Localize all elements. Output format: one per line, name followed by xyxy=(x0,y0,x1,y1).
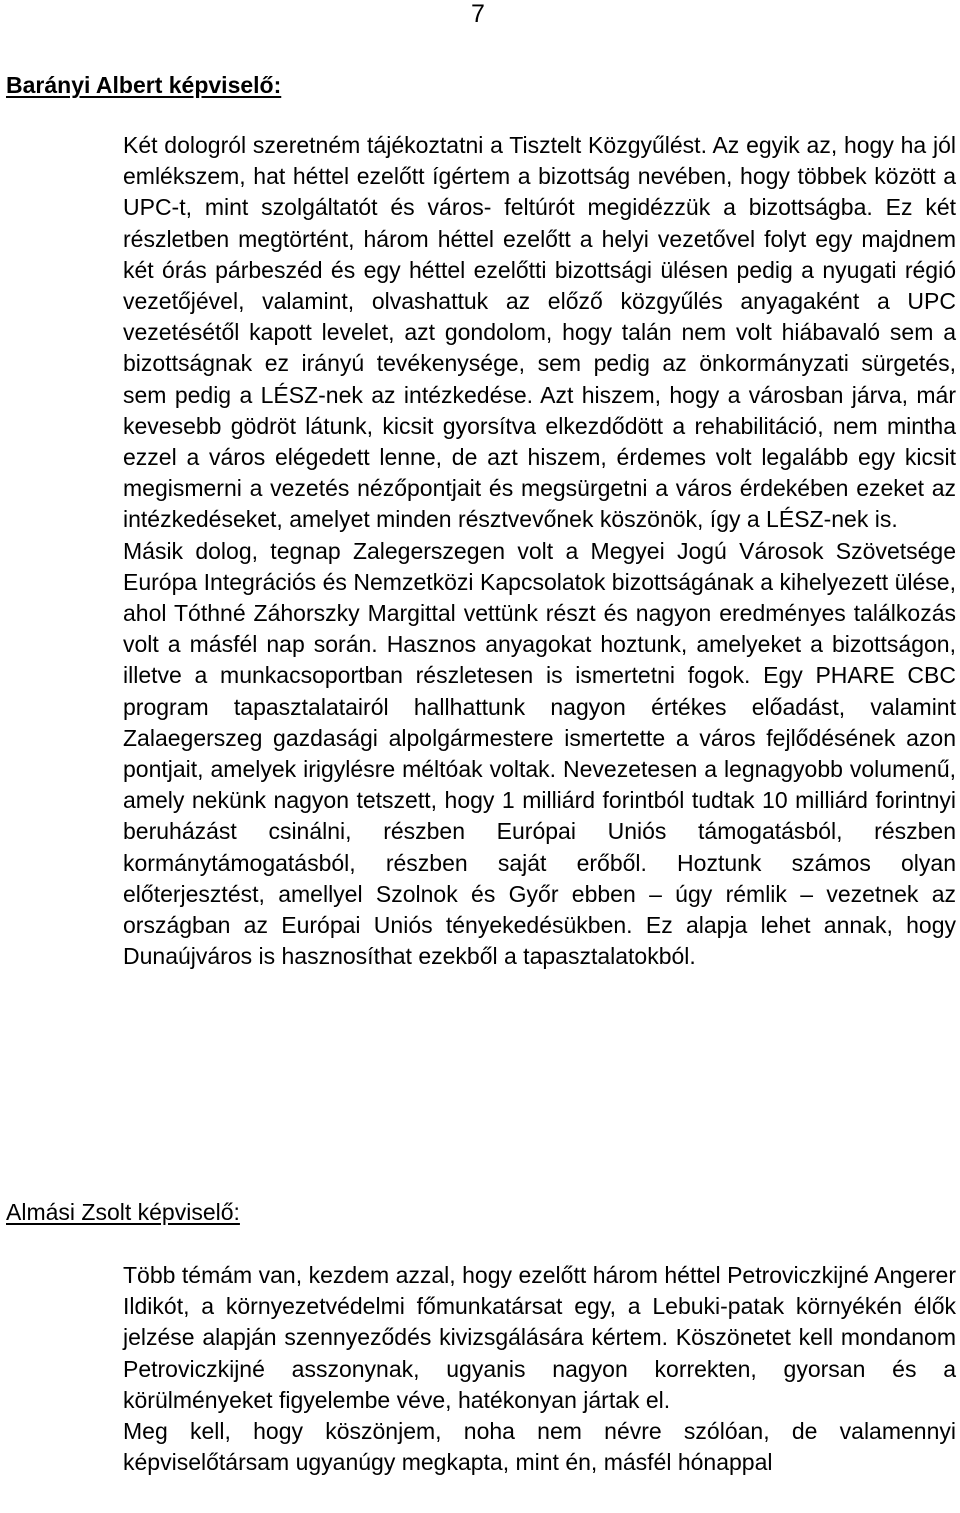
speech-body xyxy=(123,130,956,972)
paragraph: Másik dolog, tegnap Zalegerszegen volt a Megyei Jogú Városok Szövetsége Európa Integrációs és Nemzetközi Kapcsolatok bizottságának a kihelyezett ülése, ahol Tóthné Záhorszky Margittal vettünk részt és nagyon eredményes találkozás volt a másfél nap során. Hasznos anyagokat hoztunk, amelyeket a bizottságon, illetve a munkacsoportban részletesen is ismertetni fogok. Egy PHARE CBC program tapasztalatairól hallhattunk nagyon értékes előadást, valamint Zalaegerszeg gazdasági alpolgármestere ismertette a város fejlődésének azon pontjait, amelyek irigylésre méltóak voltak. Nevezetesen a legnagyobb volumenű, amely nekünk nagyon tetszett, hogy 1 milliárd forintból tudtak 10 milliárd forintnyi beruházást csinálni, részben Európai Uniós támogatásból, részben kormánytámogatásból, részben saját erőből. Hoztunk számos olyan előterjesztést, amellyel Szolnok és Győr ebben – úgy rémlik – vezetnek az országban az Európai Uniós tényekedésükben. Ez alapja lehet annak, hogy Dunaújváros is hasznosíthat ezekből a tapasztalatokból. xyxy=(123,537,956,970)
speaker-heading: Barányi Albert képviselő: xyxy=(6,72,282,98)
paragraph: Több témám van, kezdem azzal, hogy ezelőtt három héttel Petroviczkijné Angerer Ildikót, a környezetvédelmi főmunkatársat egy, a Lebuki-patak környékén élők jelzése alapján szennyeződés kivizsgálására kértem. Köszönetet kell mondanom Petroviczkijné asszonynak, ugyanis nagyon korrekten, gyorsan és a körülményeket figyelembe véve, hatékonyan jártak el. xyxy=(123,1262,956,1413)
speaker-heading: Almási Zsolt képviselő: xyxy=(6,1199,240,1225)
page-number: 7 xyxy=(471,0,485,28)
paragraph: Meg kell, hogy köszönjem, noha nem névre szólóan, de valamennyi képviselőtársam ugyanúgy megkapta, mint én, másfél hónappal xyxy=(123,1418,956,1476)
speech-body xyxy=(123,1260,956,1478)
paragraph: Két dologról szeretném tájékoztatni a Tisztelt Közgyűlést. Az egyik az, hogy ha jól emlékszem, hat héttel ezelőtt ígértem a bizottság nevében, hogy többek között a UPC-t, mint szolgáltatót és város- feltúrót megidézzük a bizottságba. Ez két részletben megtörtént, három héttel ezelőtt a helyi vezetővel folyt egy majdnem két órás párbeszéd és egy héttel ezelőtti bizottsági ülésen pedig a nyugati régió vezetőjével, valamint, olvashattuk az előző közgyűlés anyagaként a UPC vezetésétől kapott levelet, azt gondolom, hogy talán nem volt hiábavaló sem a bizottságnak ez irányú tevékenysége, sem pedig az önkormányzati sürgetés, sem pedig a LÉSZ-nek az intézkedése. Azt hiszem, hogy a városban járva, már kevesebb gödröt látunk, kicsit gyorsítva elkezdődött a rehabilitáció, nem mintha ezzel a város elégedett lenne, de azt hiszem, érdemes volt legalább egy kicsit megismerni a vezetés nézőpontjait és megsürgetni a város érdekében ezeket az intézkedéseket, amelyet minden résztvevőnek köszönök, így a LÉSZ-nek is. xyxy=(123,132,956,533)
